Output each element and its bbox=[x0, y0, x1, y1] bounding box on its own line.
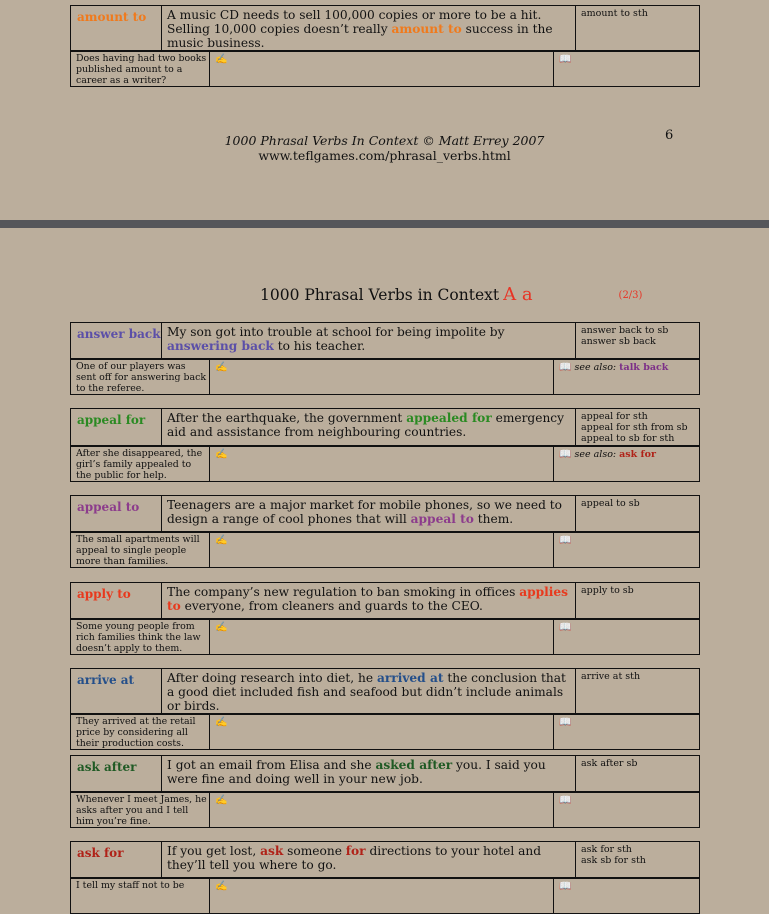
notes-field[interactable] bbox=[210, 715, 554, 750]
notes-field[interactable] bbox=[210, 52, 554, 87]
verb-forms: amount to sth bbox=[576, 6, 700, 51]
entry-ask-for bbox=[70, 841, 700, 914]
context-sentence: A music CD needs to sell 100,000 copies or more to be a hit. Selling 10,000 copies doesn’t really amount to success in the music business. bbox=[162, 6, 576, 51]
notes-field[interactable] bbox=[210, 447, 554, 482]
reference-field bbox=[554, 879, 700, 914]
pen-icon: ✍ bbox=[215, 362, 228, 373]
verb-forms: appeal to sb bbox=[576, 496, 700, 532]
pen-icon: ✍ bbox=[215, 622, 228, 633]
pen-icon: ✍ bbox=[215, 795, 228, 806]
entry-ask-after bbox=[70, 755, 700, 828]
page-number: 6 bbox=[665, 128, 674, 143]
verb-forms: answer back to sb answer sb back bbox=[576, 323, 700, 359]
example-sentence: Some young people from rich families think the law doesn’t apply to them. bbox=[71, 620, 210, 655]
verb-forms: ask after sb bbox=[576, 756, 700, 792]
website-url[interactable]: www.teflgames.com/phrasal_verbs.html bbox=[258, 148, 511, 163]
page-header bbox=[260, 284, 642, 305]
notes-field[interactable] bbox=[210, 879, 554, 914]
reference-field bbox=[554, 793, 700, 828]
example-sentence: Whenever I meet James, he asks after you and I tell him you’re fine. bbox=[71, 793, 210, 828]
verb-label: amount to bbox=[71, 6, 162, 51]
see-also-link[interactable]: ask for bbox=[619, 449, 656, 460]
example-sentence: They arrived at the retail price by considering all their production costs. bbox=[71, 715, 210, 750]
book-icon: 📖 bbox=[559, 362, 572, 373]
page-separator bbox=[0, 220, 769, 228]
reference-field: 📖 see also: ask for bbox=[554, 447, 700, 482]
context-sentence: If you get lost, ask someone for directions to your hotel and they’ll tell you where to go. bbox=[162, 842, 576, 878]
section-letters: A a bbox=[503, 284, 533, 305]
book-icon: 📖 bbox=[559, 881, 572, 892]
page-footer bbox=[0, 133, 769, 163]
book-icon: 📖 bbox=[559, 622, 572, 633]
page-6 bbox=[0, 0, 769, 220]
copyright-credit: 1000 Phrasal Verbs In Context © Matt Errey 2007 bbox=[224, 133, 545, 148]
verb-label: appeal for bbox=[71, 409, 162, 446]
see-also-link[interactable]: talk back bbox=[619, 362, 669, 373]
verb-forms: apply to sb bbox=[576, 583, 700, 619]
context-sentence: Teenagers are a major market for mobile phones, so we need to design a range of cool phones that will appeal to them. bbox=[162, 496, 576, 532]
book-icon: 📖 bbox=[559, 449, 572, 460]
verb-label: ask after bbox=[71, 756, 162, 792]
verb-label: arrive at bbox=[71, 669, 162, 714]
section-part: (2/3) bbox=[618, 290, 643, 301]
context-sentence: After the earthquake, the government appealed for emergency aid and assistance from neighbouring countries. bbox=[162, 409, 576, 446]
verb-forms: appeal for sth appeal for sth from sb appeal to sb for sth bbox=[576, 409, 700, 446]
reference-field bbox=[554, 620, 700, 655]
pen-icon: ✍ bbox=[215, 717, 228, 728]
reference-field bbox=[554, 533, 700, 568]
context-sentence: The company’s new regulation to ban smoking in offices applies to everyone, from cleaners and guards to the CEO. bbox=[162, 583, 576, 619]
entry-appeal-to bbox=[70, 495, 700, 568]
verb-forms: arrive at sth bbox=[576, 669, 700, 714]
example-sentence: One of our players was sent off for answering back to the referee. bbox=[71, 360, 210, 395]
notes-field[interactable] bbox=[210, 533, 554, 568]
book-icon: 📖 bbox=[559, 535, 572, 546]
reference-field bbox=[554, 52, 700, 87]
pen-icon: ✍ bbox=[215, 449, 228, 460]
example-sentence: Does having had two books published amount to a career as a writer? bbox=[71, 52, 210, 87]
book-icon: 📖 bbox=[559, 54, 572, 65]
pen-icon: ✍ bbox=[215, 535, 228, 546]
verb-label: apply to bbox=[71, 583, 162, 619]
book-icon: 📖 bbox=[559, 717, 572, 728]
entry-amount-to bbox=[70, 5, 700, 87]
pen-icon: ✍ bbox=[215, 881, 228, 892]
page-7 bbox=[0, 228, 769, 892]
entry-arrive-at bbox=[70, 668, 700, 750]
pen-icon: ✍ bbox=[215, 54, 228, 65]
book-icon: 📖 bbox=[559, 795, 572, 806]
reference-field bbox=[554, 715, 700, 750]
entry-answer-back bbox=[70, 322, 700, 395]
context-sentence: My son got into trouble at school for being impolite by answering back to his teacher. bbox=[162, 323, 576, 359]
notes-field[interactable] bbox=[210, 793, 554, 828]
example-sentence: After she disappeared, the girl’s family appealed to the public for help. bbox=[71, 447, 210, 482]
verb-forms: ask for sth ask sb for sth bbox=[576, 842, 700, 878]
notes-field[interactable] bbox=[210, 620, 554, 655]
entry-apply-to bbox=[70, 582, 700, 655]
notes-field[interactable] bbox=[210, 360, 554, 395]
entry-appeal-for bbox=[70, 408, 700, 482]
book-title: 1000 Phrasal Verbs in Context bbox=[260, 286, 500, 304]
example-sentence: The small apartments will appeal to single people more than families. bbox=[71, 533, 210, 568]
context-sentence: I got an email from Elisa and she asked after you. I said you were fine and doing well in your new job. bbox=[162, 756, 576, 792]
verb-label: ask for bbox=[71, 842, 162, 878]
example-sentence: I tell my staff not to be bbox=[71, 879, 210, 914]
reference-field: 📖 see also: talk back bbox=[554, 360, 700, 395]
verb-label: answer back bbox=[71, 323, 162, 359]
context-sentence: After doing research into diet, he arrived at the conclusion that a good diet included fish and seafood but didn’t include animals or birds. bbox=[162, 669, 576, 714]
verb-label: appeal to bbox=[71, 496, 162, 532]
